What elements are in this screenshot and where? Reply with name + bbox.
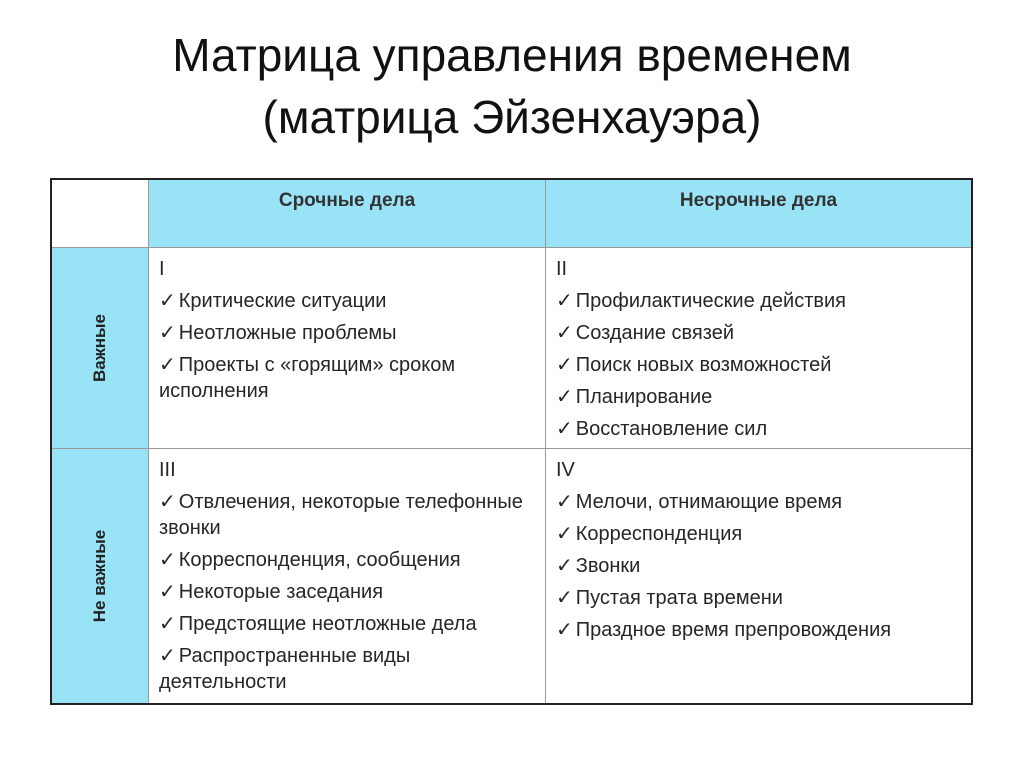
eisenhower-matrix bbox=[50, 178, 973, 705]
check-icon: ✓ bbox=[159, 354, 176, 376]
quadrant-item-list bbox=[159, 288, 537, 404]
page-title bbox=[0, 24, 1024, 148]
quadrant-4 bbox=[546, 449, 971, 703]
check-icon: ✓ bbox=[556, 290, 573, 312]
check-icon: ✓ bbox=[556, 354, 573, 376]
quadrant-item bbox=[159, 288, 537, 314]
quadrant-item bbox=[159, 547, 537, 573]
check-icon: ✓ bbox=[556, 322, 573, 344]
quadrant-item bbox=[556, 384, 963, 410]
check-icon: ✓ bbox=[159, 491, 176, 513]
quadrant-item-text: Отвлечения, некоторые телефонные звонки bbox=[159, 491, 523, 539]
quadrant-item-text: Предстоящие неотложные дела bbox=[178, 613, 477, 635]
quadrant-item bbox=[159, 579, 537, 605]
quadrant-item bbox=[556, 352, 963, 378]
check-icon: ✓ bbox=[556, 523, 573, 545]
quadrant-2 bbox=[546, 248, 971, 448]
row-label-text: Не важные bbox=[90, 529, 109, 623]
check-icon: ✓ bbox=[159, 322, 176, 344]
column-header-label: Несрочные дела bbox=[679, 190, 838, 211]
quadrant-item-list bbox=[556, 489, 963, 643]
quadrant-number: II bbox=[556, 258, 568, 280]
quadrant-number: IV bbox=[556, 459, 575, 481]
check-icon: ✓ bbox=[159, 290, 176, 312]
quadrant-item-text: Мелочи, отнимающие время bbox=[575, 491, 843, 513]
quadrant-item-text: Некоторые заседания bbox=[178, 581, 384, 603]
title-line-2: (матрица Эйзенхауэра) bbox=[262, 91, 762, 143]
check-icon: ✓ bbox=[556, 587, 573, 609]
quadrant-item-text: Критические ситуации bbox=[178, 290, 387, 312]
row-label-text: Важные bbox=[90, 313, 109, 383]
quadrant-item bbox=[556, 521, 963, 547]
quadrant-item bbox=[556, 416, 963, 442]
quadrant-item-text: Распространенные виды деятельности bbox=[159, 645, 411, 693]
check-icon: ✓ bbox=[556, 491, 573, 513]
quadrant-item bbox=[556, 320, 963, 346]
quadrant-item-text: Звонки bbox=[575, 555, 641, 577]
check-icon: ✓ bbox=[556, 418, 573, 440]
quadrant-item-text: Проекты с «горящим» сроком исполнения bbox=[159, 354, 456, 402]
check-icon: ✓ bbox=[556, 619, 573, 641]
check-icon: ✓ bbox=[159, 581, 176, 603]
quadrant-item bbox=[556, 489, 963, 515]
quadrant-item-text: Профилактические действия bbox=[575, 290, 847, 312]
quadrant-item bbox=[159, 320, 537, 346]
row-label-important bbox=[52, 248, 148, 448]
check-icon: ✓ bbox=[159, 549, 176, 571]
quadrant-3 bbox=[149, 449, 545, 703]
check-icon: ✓ bbox=[556, 386, 573, 408]
column-header-urgent bbox=[149, 180, 545, 247]
quadrant-item bbox=[159, 352, 537, 404]
quadrant-item-text: Корреспонденция, сообщения bbox=[178, 549, 461, 571]
row-label-not-important bbox=[52, 449, 148, 703]
check-icon: ✓ bbox=[159, 645, 176, 667]
quadrant-item-text: Праздное время препровождения bbox=[575, 619, 892, 641]
quadrant-item-text: Поиск новых возможностей bbox=[575, 354, 832, 376]
quadrant-item-text: Пустая трата времени bbox=[575, 587, 783, 609]
quadrant-item bbox=[556, 553, 963, 579]
quadrant-item bbox=[159, 611, 537, 637]
quadrant-item-text: Корреспонденция bbox=[575, 523, 743, 545]
column-header-label: Срочные дела bbox=[278, 190, 416, 211]
check-icon: ✓ bbox=[159, 613, 176, 635]
quadrant-1 bbox=[149, 248, 545, 448]
check-icon: ✓ bbox=[556, 555, 573, 577]
title-line-1: Матрица управления временем bbox=[172, 29, 852, 81]
quadrant-item-text: Восстановление сил bbox=[575, 418, 768, 440]
quadrant-item bbox=[159, 643, 537, 695]
quadrant-item bbox=[556, 617, 963, 643]
quadrant-number: III bbox=[159, 459, 176, 481]
quadrant-number: I bbox=[159, 258, 165, 280]
column-header-not-urgent bbox=[546, 180, 971, 247]
quadrant-item bbox=[556, 585, 963, 611]
quadrant-item-list bbox=[556, 288, 963, 442]
quadrant-item-text: Планирование bbox=[575, 386, 713, 408]
quadrant-item-list bbox=[159, 489, 537, 695]
quadrant-item-text: Неотложные проблемы bbox=[178, 322, 397, 344]
quadrant-item bbox=[159, 489, 537, 541]
quadrant-item bbox=[556, 288, 963, 314]
quadrant-item-text: Создание связей bbox=[575, 322, 734, 344]
corner-cell bbox=[52, 180, 148, 247]
